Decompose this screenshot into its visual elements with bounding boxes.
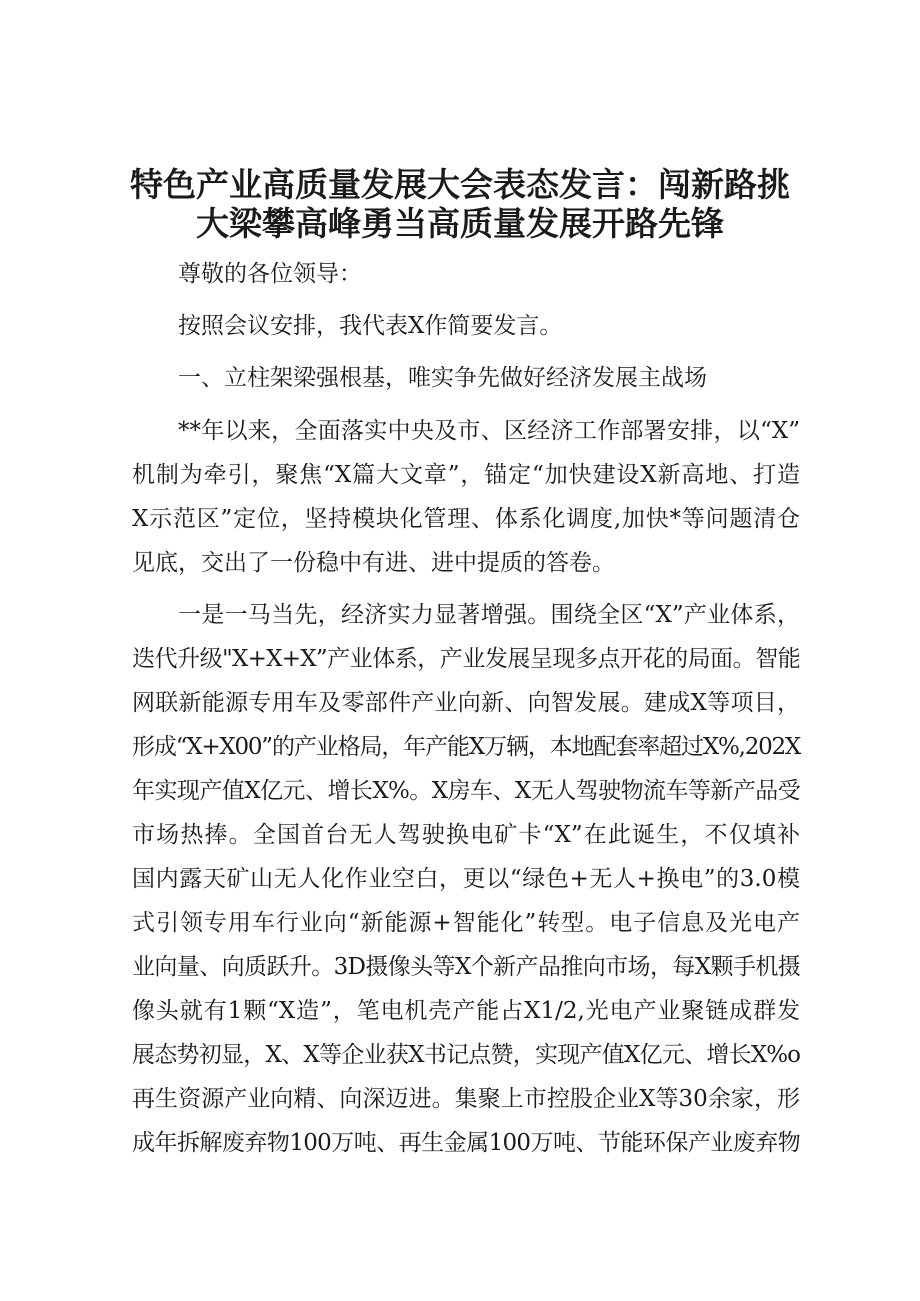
paragraph-line: **年以来，全面落实中央及市、区经济工作部署安排，以“X” <box>178 418 800 444</box>
paragraph-line: 像头就有1颗“X造”，笔电机壳产能占X1/2,光电产业聚链成群发 <box>132 998 800 1024</box>
paragraph-line: 式引领专用车行业向“新能源+智能化”转型。电子信息及光电产 <box>132 910 800 936</box>
section-heading-1: 一、立柱架梁强根基，唯实争先做好经济发展主战场 <box>178 365 707 391</box>
document-title-line-2: 大梁攀高峰勇当高质量发展开路先锋 <box>196 204 724 243</box>
paragraph-1 <box>132 409 800 585</box>
paragraph-line: 见底，交出了一份稳中有进、进中提质的答卷。 <box>132 550 615 576</box>
paragraph-line: 展态势初显，X、X等企业获X书记点赞，实现产值X亿元、增长X%o <box>132 1042 800 1068</box>
salutation: 尊敬的各位领导： <box>178 261 362 287</box>
paragraph-line: 形成“X+X00”的产业格局，年产能X万辆，本地配套率超过X%,202X <box>132 734 800 760</box>
document-body <box>132 252 800 1165</box>
paragraph-line: 迭代升级"X+X+X”产业体系，产业发展呈现多点开花的局面。智能 <box>132 646 800 672</box>
paragraph-line: 年实现产值X亿元、增长X%。X房车、X无人驾驶物流车等新产品受 <box>132 778 800 804</box>
paragraph-line: 业向量、向质跃升。3D摄像头等X个新产品推向市场，每X颗手机摄 <box>132 954 800 980</box>
paragraph-line: 一是一马当先，经济实力显著增强。围绕全区“X”产业体系， <box>178 602 800 628</box>
paragraph-line: 国内露天矿山无人化作业空白，更以“绿色+无人+换电”的3.0模 <box>132 866 800 892</box>
paragraph-line: 再生资源产业向精、向深迈进。集聚上市控股企业X等30余家，形 <box>132 1086 800 1112</box>
paragraph-line: 成年拆解废弃物100万吨、再生金属100万吨、节能环保产业废弃物 <box>132 1130 800 1156</box>
paragraph-line: 网联新能源专用车及零部件产业向新、向智发展。建成X等项目， <box>132 690 800 716</box>
paragraph-line: 市场热捧。全国首台无人驾驶换电矿卡“X”在此诞生，不仅填补 <box>132 822 800 848</box>
intro-paragraph: 按照会议安排，我代表X作简要发言。 <box>178 313 563 339</box>
paragraph-line: X示范区”定位，坚持模块化管理、体系化调度,加快*等问题清仓 <box>132 506 800 532</box>
document-title-line-1: 特色产业高质量发展大会表态发言：闯新路挑 <box>130 165 790 204</box>
paragraph-line: 机制为牵引，聚焦“X篇大文章”，锚定“加快建设X新高地、打造 <box>132 462 800 488</box>
paragraph-2 <box>132 593 800 1165</box>
